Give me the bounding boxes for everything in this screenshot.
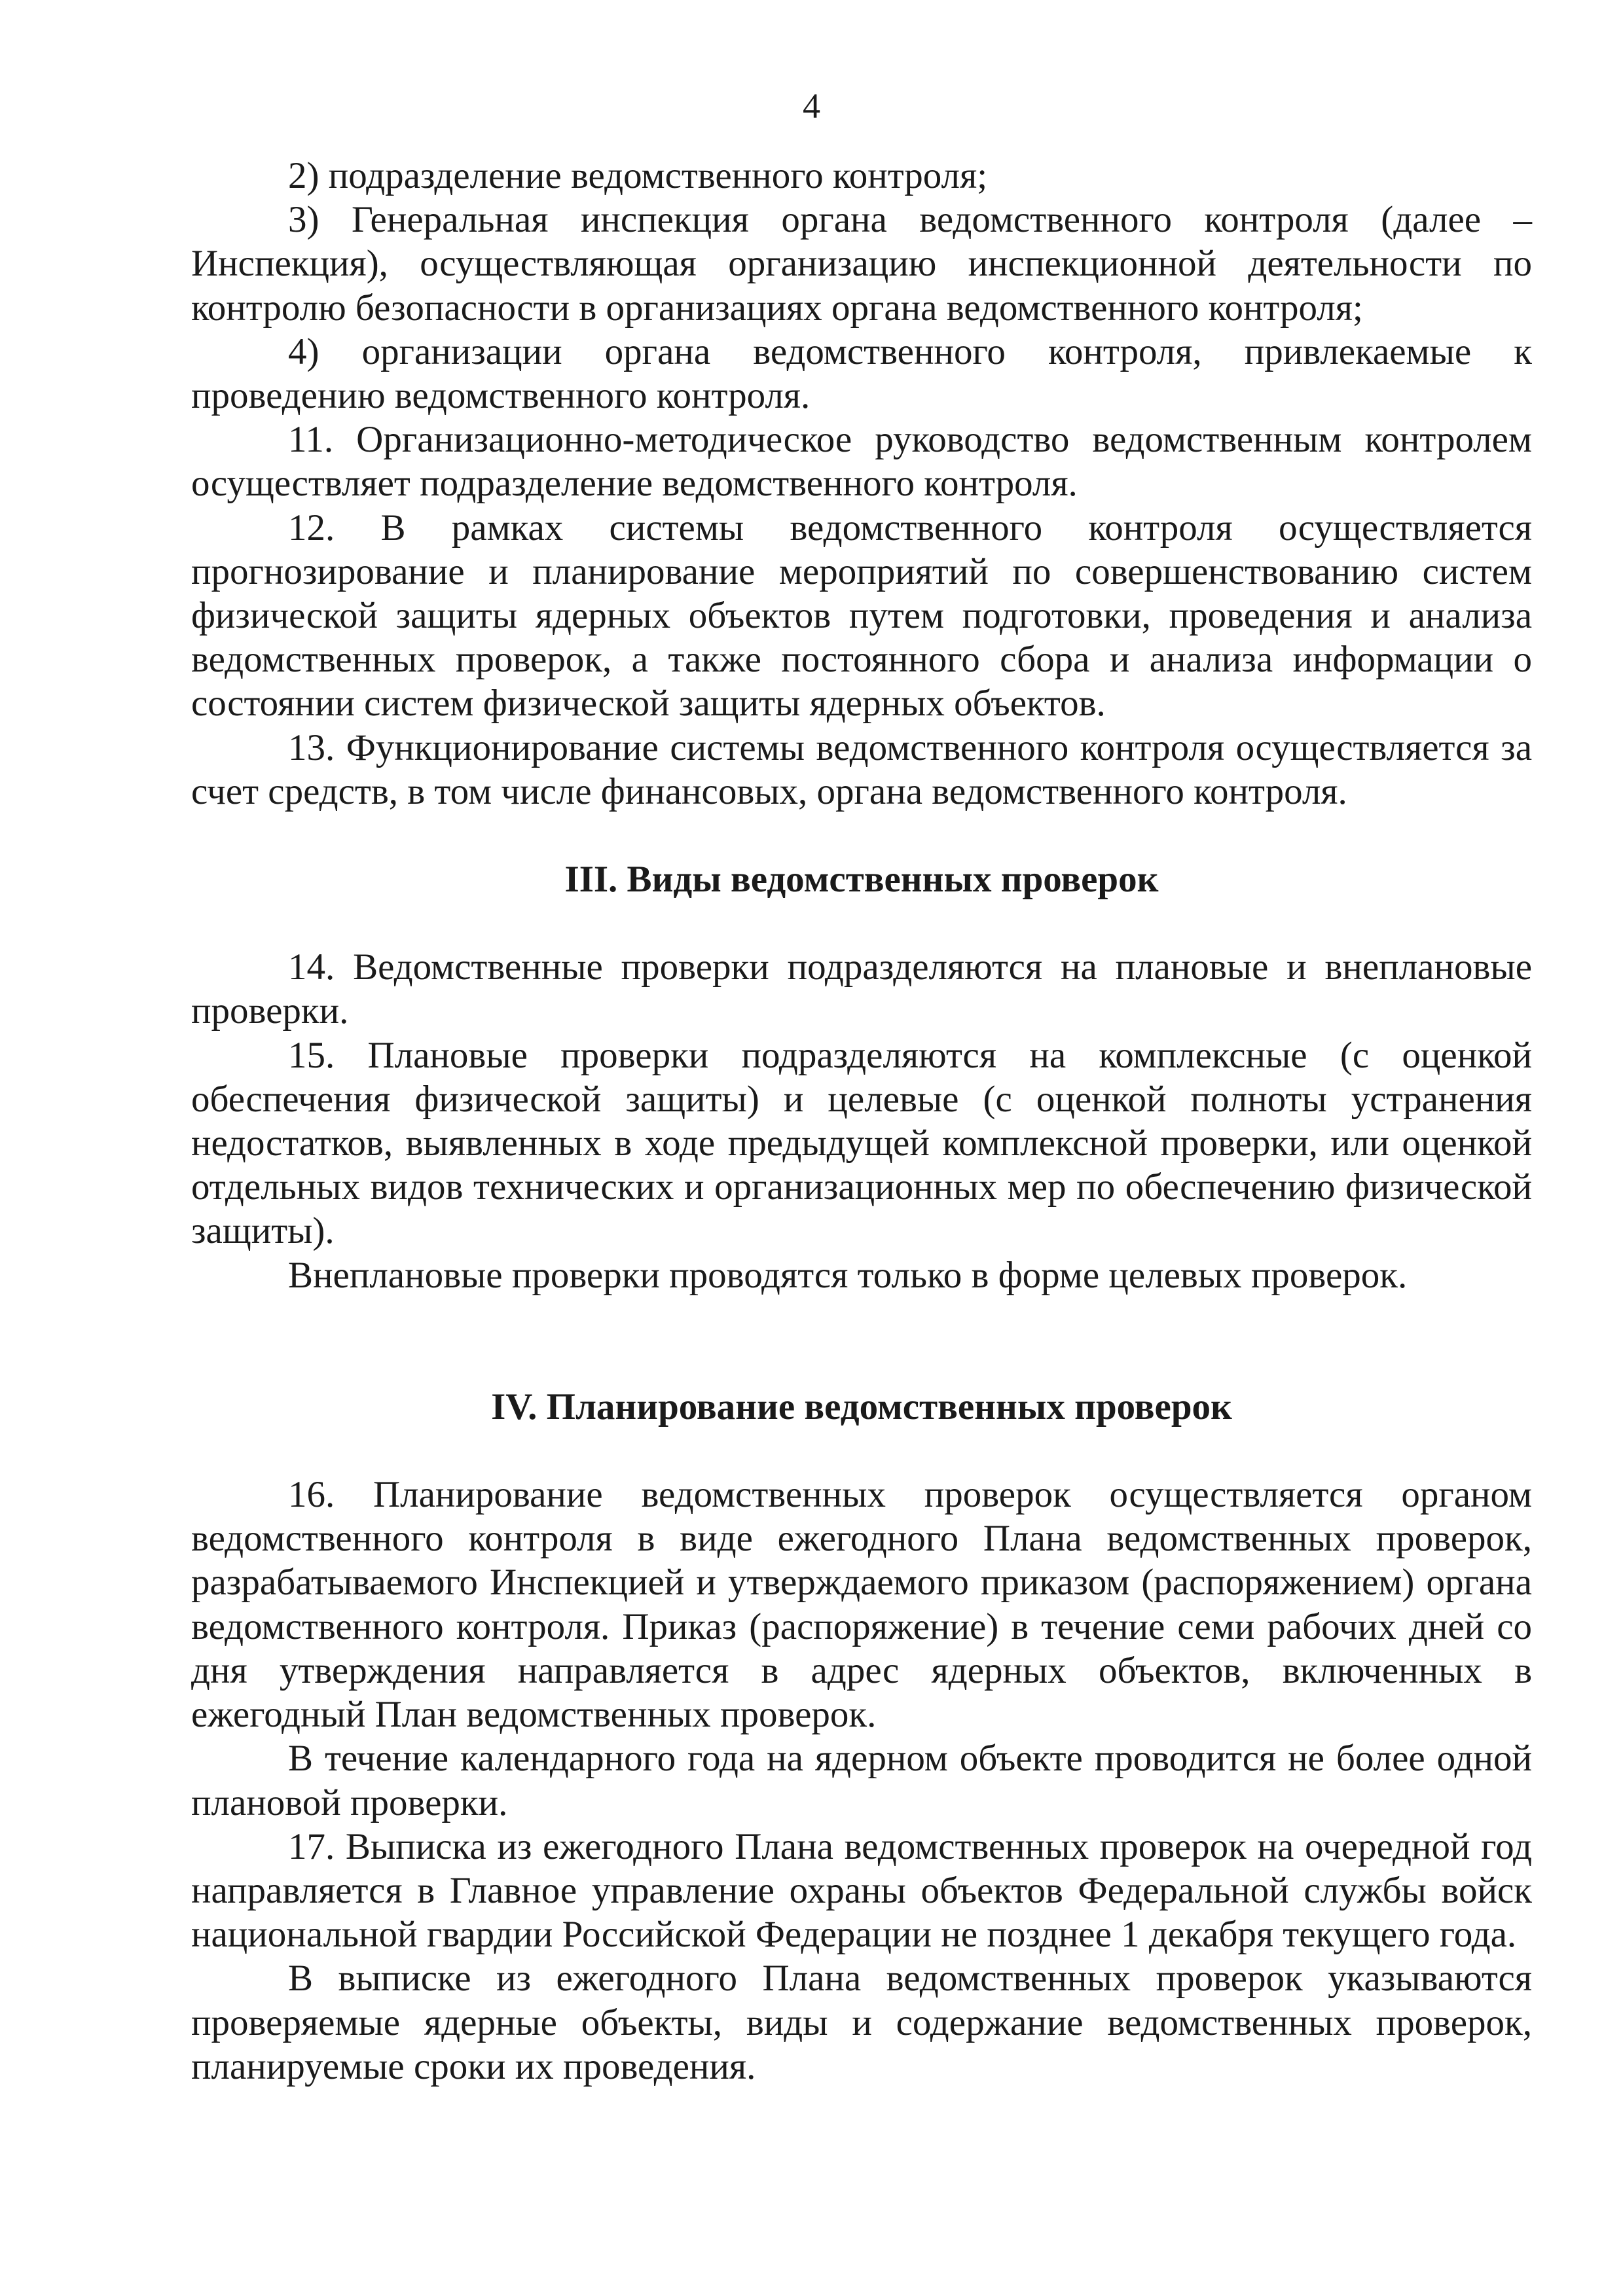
paragraph-17: 17. Выписка из ежегодного Плана ведомственных проверок на очередной год направляется в Главное управление охраны объектов Федеральной службы войск национальной гвардии Российской Федерации не позднее 1 декабря текущего года. bbox=[191, 1825, 1532, 1956]
paragraph-14: 14. Ведомственные проверки подразделяются на плановые и внеплановые проверки. bbox=[191, 946, 1532, 1032]
spacer bbox=[191, 1297, 1532, 1385]
paragraph-13: 13. Функционирование системы ведомственного контроля осуществляется за счет средств, в том числе финансовых, органа ведомственного контроля. bbox=[191, 726, 1532, 812]
document-body bbox=[191, 154, 1532, 2089]
paragraph-item-2: 2) подразделение ведомственного контроля; bbox=[288, 155, 988, 196]
section-heading-4: IV. Планирование ведомственных проверок bbox=[491, 1386, 1232, 1427]
paragraph-item-4: 4) организации органа ведомственного контроля, привлекаемые к проведению ведомственного контроля. bbox=[191, 331, 1532, 417]
paragraph-11: 11. Организационно-методическое руководство ведомственным контролем осуществляет подразделение ведомственного контроля. bbox=[191, 419, 1532, 505]
paragraph-17-note: В выписке из ежегодного Плана ведомственных проверок указываются проверяемые ядерные объекты, виды и содержание ведомственных проверок, планируемые сроки их проведения. bbox=[191, 1958, 1532, 2087]
spacer bbox=[191, 901, 1532, 945]
page-number: 4 bbox=[803, 86, 820, 126]
section-heading-3: III. Виды ведомственных проверок bbox=[564, 859, 1159, 901]
paragraph-15: 15. Плановые проверки подразделяются на комплексные (с оценкой обеспечения физической защиты) и целевые (с оценкой полноты устранения недостатков, выявленных в ходе предыдущей комплексной проверки, или оценкой отдельных видов технических и организационных мер по обеспечению физической защиты). bbox=[191, 1034, 1532, 1252]
spacer bbox=[191, 814, 1532, 857]
paragraph-15-note: Внеплановые проверки проводятся только в форме целевых проверок. bbox=[288, 1254, 1408, 1296]
paragraph-16-note: В течение календарного года на ядерном объекте проводится не более одной плановой проверки. bbox=[191, 1738, 1532, 1823]
paragraph-item-3: 3) Генеральная инспекция органа ведомственного контроля (далее – Инспекция), осуществляющая организацию инспекционной деятельности по контролю безопасности в организациях органа ведомственного контроля; bbox=[191, 199, 1532, 329]
spacer bbox=[191, 1429, 1532, 1473]
paragraph-16: 16. Планирование ведомственных проверок осуществляется органом ведомственного контроля в виде ежегодного Плана ведомственных проверок, разрабатываемого Инспекцией и утверждаемого приказом (распоряжением) органа ведомственного контроля. Приказ (распоряжение) в течение семи рабочих дней со дня утверждения направляется в адрес ядерных объектов, включенных в ежегодный План ведомственных проверок. bbox=[191, 1474, 1532, 1736]
paragraph-12: 12. В рамках системы ведомственного контроля осуществляется прогнозирование и планирование мероприятий по совершенствованию систем физической защиты ядерных объектов путем подготовки, проведения и анализа ведомственных проверок, а также постоянного сбора и анализа информации о состоянии систем физической защиты ядерных объектов. bbox=[191, 507, 1532, 725]
